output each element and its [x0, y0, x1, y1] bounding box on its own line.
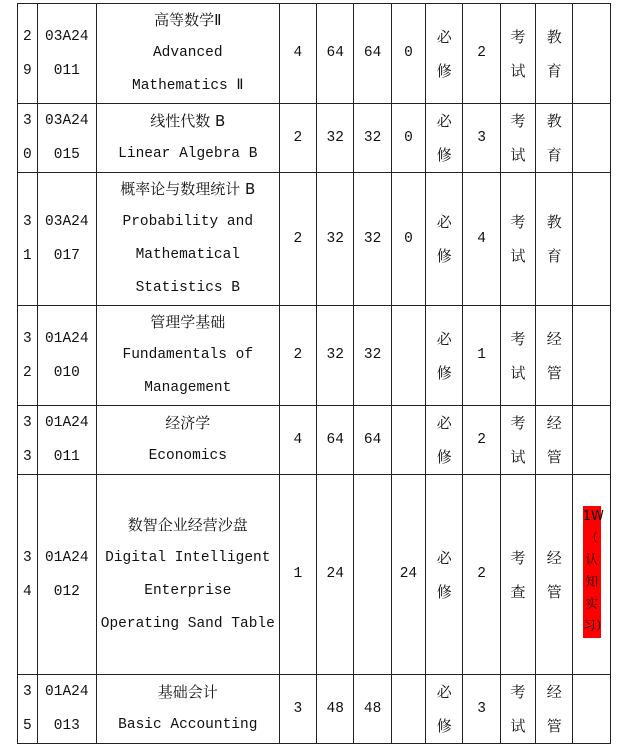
- total-hours: 64: [317, 4, 354, 104]
- course-type-line: 修: [436, 363, 452, 382]
- course-type-line: 修: [436, 61, 452, 80]
- course-table: [17, 3, 611, 744]
- department-line: 管: [546, 717, 562, 735]
- course-name-cn: 线性代数 B: [150, 112, 226, 130]
- row-number-line: 5: [23, 718, 32, 734]
- course-type-line: 必: [436, 112, 452, 130]
- course-code-line: 013: [53, 718, 80, 734]
- course-name-en: Mathematics Ⅱ: [132, 78, 244, 94]
- course-code: [37, 104, 96, 173]
- row-number-line: 3: [23, 684, 32, 700]
- credits: 1: [279, 475, 316, 675]
- theory-hours: 64: [354, 406, 391, 475]
- assessment-method: [500, 104, 535, 173]
- course-code: [37, 4, 96, 104]
- theory-hours: 32: [354, 306, 391, 406]
- semester: 2: [463, 406, 500, 475]
- course-name-cn: 概率论与数理统计 B: [120, 180, 256, 198]
- semester: 3: [463, 675, 500, 744]
- course-name-en: Mathematical: [135, 247, 240, 263]
- department: [536, 4, 573, 104]
- practice-hours: 24: [391, 475, 425, 675]
- credits: 2: [279, 306, 316, 406]
- course-name-en: Probability and: [122, 214, 254, 230]
- theory-hours: 32: [354, 104, 391, 173]
- note-line: （: [585, 530, 599, 546]
- course-code-line: 012: [53, 583, 80, 600]
- row-number-line: 3: [23, 113, 32, 129]
- course-type-line: 必: [436, 213, 452, 231]
- course-name-en: Advanced: [152, 45, 223, 61]
- assessment-method-line: 考: [510, 213, 526, 231]
- course-code: [37, 475, 96, 675]
- department-line: 育: [546, 146, 562, 164]
- theory-hours: 32: [354, 173, 391, 306]
- total-hours: 32: [317, 173, 354, 306]
- row-number-line: 3: [23, 330, 32, 347]
- assessment-method-line: 试: [510, 363, 526, 382]
- note-highlight: [582, 506, 609, 638]
- note-cell: [573, 406, 611, 475]
- department: [536, 104, 573, 173]
- credits: 3: [279, 675, 316, 744]
- total-hours: 32: [317, 104, 354, 173]
- table-row: [18, 4, 611, 104]
- practice-hours: 0: [391, 173, 425, 306]
- course-type-line: 必: [436, 27, 452, 46]
- theory-hours: 64: [354, 4, 391, 104]
- assessment-method: [500, 4, 535, 104]
- course-name: [96, 675, 279, 744]
- row-number-line: 3: [23, 415, 32, 431]
- department: [536, 675, 573, 744]
- row-number: [18, 475, 38, 675]
- assessment-method: [500, 406, 535, 475]
- course-name-en: Enterprise: [144, 582, 232, 599]
- course-type-line: 修: [436, 247, 452, 265]
- assessment-method-line: 考: [510, 414, 526, 432]
- course-code-line: 017: [53, 248, 80, 264]
- assessment-method-line: 试: [510, 247, 526, 265]
- row-number-line: 2: [23, 28, 32, 45]
- credits: 4: [279, 4, 316, 104]
- row-number: [18, 173, 38, 306]
- total-hours: 24: [317, 475, 354, 675]
- row-number-line: 0: [23, 147, 32, 163]
- semester: 2: [463, 475, 500, 675]
- semester: 2: [463, 4, 500, 104]
- course-code: [37, 406, 96, 475]
- total-hours: 48: [317, 675, 354, 744]
- department-line: 教: [546, 27, 562, 46]
- course-name: [96, 475, 279, 675]
- note-cell: [573, 173, 611, 306]
- course-code-line: 01A24: [45, 415, 89, 431]
- practice-hours: 0: [391, 104, 425, 173]
- course-name: [96, 306, 279, 406]
- note-line: 实: [585, 596, 599, 612]
- course-name-cn: 数智企业经营沙盘: [127, 515, 248, 534]
- course-name-en: Management: [144, 380, 232, 396]
- department-line: 育: [546, 61, 562, 80]
- course-type-line: 修: [436, 146, 452, 164]
- department-line: 管: [546, 448, 562, 466]
- department-line: 经: [546, 414, 562, 432]
- practice-hours: [391, 406, 425, 475]
- course-type: [426, 675, 463, 744]
- department-line: 管: [546, 363, 562, 382]
- department-line: 经: [546, 683, 562, 701]
- total-hours: 32: [317, 306, 354, 406]
- department-line: 育: [546, 247, 562, 265]
- course-name-cn: 管理学基础: [150, 313, 226, 331]
- assessment-method-line: 试: [510, 61, 526, 80]
- course-name-cn: 基础会计: [157, 683, 218, 701]
- course-name-en: Fundamentals of: [122, 347, 254, 363]
- assessment-method-line: 考: [510, 329, 526, 348]
- course-type: [426, 173, 463, 306]
- row-number-line: 1: [23, 248, 32, 264]
- course-name-en: Statistics B: [135, 280, 240, 296]
- course-code: [37, 306, 96, 406]
- course-type: [426, 406, 463, 475]
- row-number-line: 9: [23, 62, 32, 79]
- table-row: [18, 104, 611, 173]
- assessment-method-line: 查: [510, 582, 526, 601]
- course-code-line: 03A24: [45, 28, 89, 45]
- row-number-line: 3: [23, 214, 32, 230]
- course-code: [37, 675, 96, 744]
- table-row: [18, 173, 611, 306]
- course-type: [426, 306, 463, 406]
- department: [536, 173, 573, 306]
- course-name: [96, 406, 279, 475]
- row-number: [18, 306, 38, 406]
- course-code: [37, 173, 96, 306]
- course-type-line: 必: [436, 683, 452, 701]
- course-name-en: Economics: [148, 448, 227, 464]
- course-name: [96, 104, 279, 173]
- note-cell: [573, 306, 611, 406]
- course-type-line: 修: [436, 448, 452, 466]
- assessment-method-line: 考: [510, 548, 526, 567]
- course-type-line: 必: [436, 548, 452, 567]
- course-type: [426, 104, 463, 173]
- theory-hours: [354, 475, 391, 675]
- assessment-method-line: 试: [510, 146, 526, 164]
- department-line: 管: [546, 582, 562, 601]
- row-number-line: 3: [23, 449, 32, 465]
- semester: 3: [463, 104, 500, 173]
- note-cell: [573, 475, 611, 675]
- course-type-line: 修: [436, 717, 452, 735]
- note-cell: [573, 675, 611, 744]
- course-code-line: 015: [53, 147, 80, 163]
- note-cell: [573, 104, 611, 173]
- row-number: [18, 406, 38, 475]
- department-line: 教: [546, 213, 562, 231]
- course-name-cn: 高等数学Ⅱ: [154, 11, 222, 29]
- semester: 1: [463, 306, 500, 406]
- row-number: [18, 4, 38, 104]
- course-type: [426, 475, 463, 675]
- note-cell: [573, 4, 611, 104]
- note-line: 认: [585, 552, 599, 568]
- credits: 2: [279, 104, 316, 173]
- course-name-en: Basic Accounting: [118, 717, 258, 733]
- table-row: [18, 475, 611, 675]
- table-body: [18, 4, 611, 744]
- department: [536, 306, 573, 406]
- course-name-cn: 经济学: [165, 414, 211, 432]
- assessment-method-line: 试: [510, 717, 526, 735]
- assessment-method: [500, 306, 535, 406]
- course-code-line: 010: [53, 364, 80, 381]
- assessment-method: [500, 475, 535, 675]
- course-code-line: 01A24: [45, 330, 89, 347]
- course-code-line: 011: [53, 62, 80, 79]
- course-name: [96, 4, 279, 104]
- course-code-line: 03A24: [45, 214, 89, 230]
- note-line: 习）: [582, 618, 609, 634]
- department: [536, 475, 573, 675]
- credits: 2: [279, 173, 316, 306]
- practice-hours: [391, 306, 425, 406]
- course-name: [96, 173, 279, 306]
- course-type-line: 修: [436, 582, 452, 601]
- assessment-method-line: 考: [510, 27, 526, 46]
- row-number: [18, 104, 38, 173]
- course-type: [426, 4, 463, 104]
- assessment-method-line: 试: [510, 448, 526, 466]
- row-number-line: 4: [23, 583, 32, 600]
- practice-hours: [391, 675, 425, 744]
- credits: 4: [279, 406, 316, 475]
- row-number: [18, 675, 38, 744]
- course-name-en: Digital Intelligent: [105, 549, 271, 566]
- department-line: 教: [546, 112, 562, 130]
- department-line: 经: [546, 329, 562, 348]
- semester: 4: [463, 173, 500, 306]
- note-line: 1W: [582, 508, 604, 524]
- assessment-method-line: 考: [510, 112, 526, 130]
- course-type-line: 必: [436, 329, 452, 348]
- course-code-line: 011: [53, 449, 80, 465]
- theory-hours: 48: [354, 675, 391, 744]
- course-code-line: 01A24: [45, 684, 89, 700]
- course-type-line: 必: [436, 414, 452, 432]
- table-row: [18, 306, 611, 406]
- total-hours: 64: [317, 406, 354, 475]
- department-line: 经: [546, 548, 562, 567]
- course-name-en: Operating Sand Table: [100, 615, 275, 632]
- row-number-line: 2: [23, 364, 32, 381]
- course-name-en: Linear Algebra B: [118, 146, 258, 162]
- note-line: 知: [585, 574, 599, 590]
- assessment-method: [500, 173, 535, 306]
- practice-hours: 0: [391, 4, 425, 104]
- table-row: [18, 675, 611, 744]
- row-number-line: 3: [23, 549, 32, 566]
- table-row: [18, 406, 611, 475]
- course-code-line: 03A24: [45, 113, 89, 129]
- course-code-line: 01A24: [45, 549, 89, 566]
- department: [536, 406, 573, 475]
- assessment-method: [500, 675, 535, 744]
- assessment-method-line: 考: [510, 683, 526, 701]
